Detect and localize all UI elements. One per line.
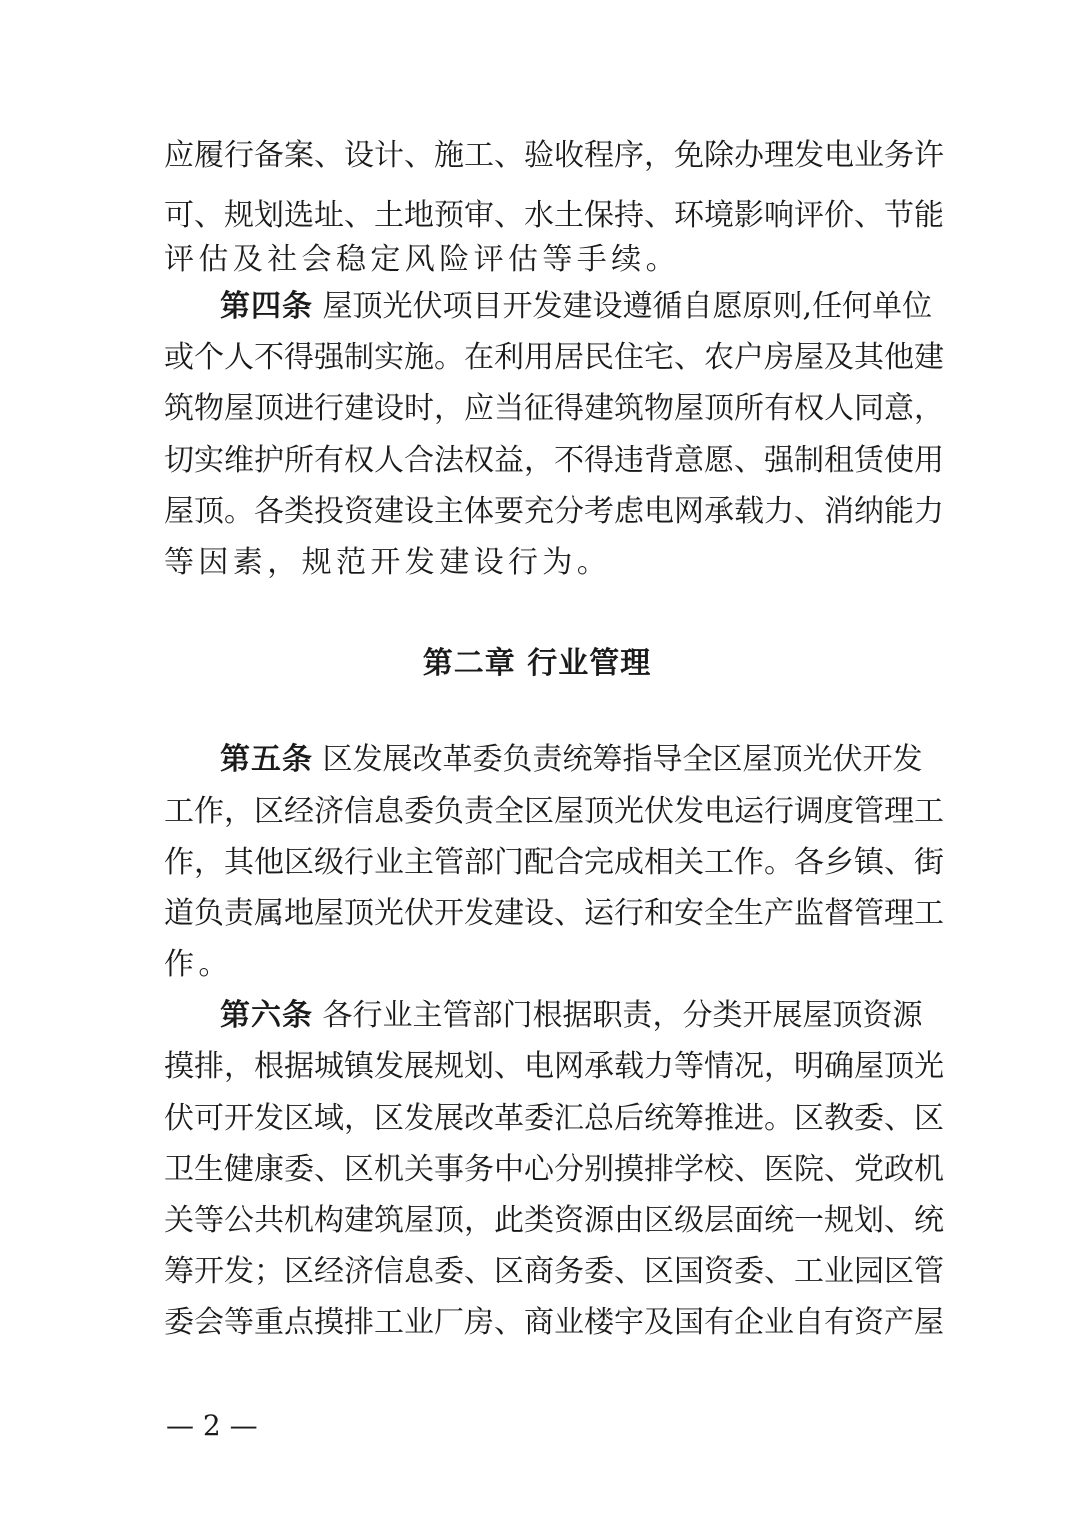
- text-line: 卫生健康委、区机关事务中心分别摸排学校、医院、党政机: [164, 1152, 944, 1187]
- text-line: 筑物屋顶进行建设时，应当征得建筑物屋顶所有权人同意，: [164, 391, 944, 426]
- article-4-title: 第四条: [220, 289, 313, 324]
- text-line: 等因素，规范开发建设行为。: [164, 545, 612, 580]
- text-line: 评估及社会稳定风险评估等手续。: [164, 242, 680, 277]
- text-line: 摸排，根据城镇发展规划、电网承载力等情况，明确屋顶光: [164, 1049, 944, 1084]
- article-5-line: 第五条 区发展改革委负责统筹指导全区屋顶光伏开发: [220, 742, 923, 777]
- text-line: 可、规划选址、土地预审、水土保持、环境影响评价、节能: [164, 198, 944, 233]
- text-line: 伏可开发区域，区发展改革委汇总后统筹推进。区教委、区: [164, 1101, 944, 1136]
- article-6-line: 第六条 各行业主管部门根据职责，分类开展屋顶资源: [220, 998, 923, 1033]
- page-number: — 2 —: [166, 1409, 258, 1442]
- text-line: 关等公共机构建筑屋顶，此类资源由区级层面统一规划、统: [164, 1203, 944, 1238]
- text-line: 工作，区经济信息委负责全区屋顶光伏发电运行调度管理工: [164, 794, 944, 829]
- article-5-title: 第五条: [220, 742, 313, 777]
- chapter-heading: 第二章 行业管理: [422, 646, 652, 681]
- text-line: 屋顶。各类投资建设主体要充分考虑电网承载力、消纳能力: [164, 494, 944, 529]
- text-line: 委会等重点摸排工业厂房、商业楼宇及国有企业自有资产屋: [164, 1305, 944, 1340]
- text-line: 应履行备案、设计、施工、验收程序，免除办理发电业务许: [164, 138, 944, 173]
- text-line: 或个人不得强制实施。在利用居民住宅、农户房屋及其他建: [164, 340, 944, 375]
- article-6-title: 第六条: [220, 998, 313, 1033]
- text-line: 切实维护所有权人合法权益，不得违背意愿、强制租赁使用: [164, 443, 944, 478]
- text-line: 作，其他区级行业主管部门配合完成相关工作。各乡镇、街: [164, 845, 944, 880]
- text-line: 道负责属地屋顶光伏开发建设、运行和安全生产监督管理工: [164, 896, 944, 931]
- text-line: 作。: [164, 947, 233, 982]
- article-4-line: 第四条 屋顶光伏项目开发建设遵循自愿原则,任何单位: [220, 289, 933, 324]
- text-line: 筹开发；区经济信息委、区商务委、区国资委、工业园区管: [164, 1254, 944, 1289]
